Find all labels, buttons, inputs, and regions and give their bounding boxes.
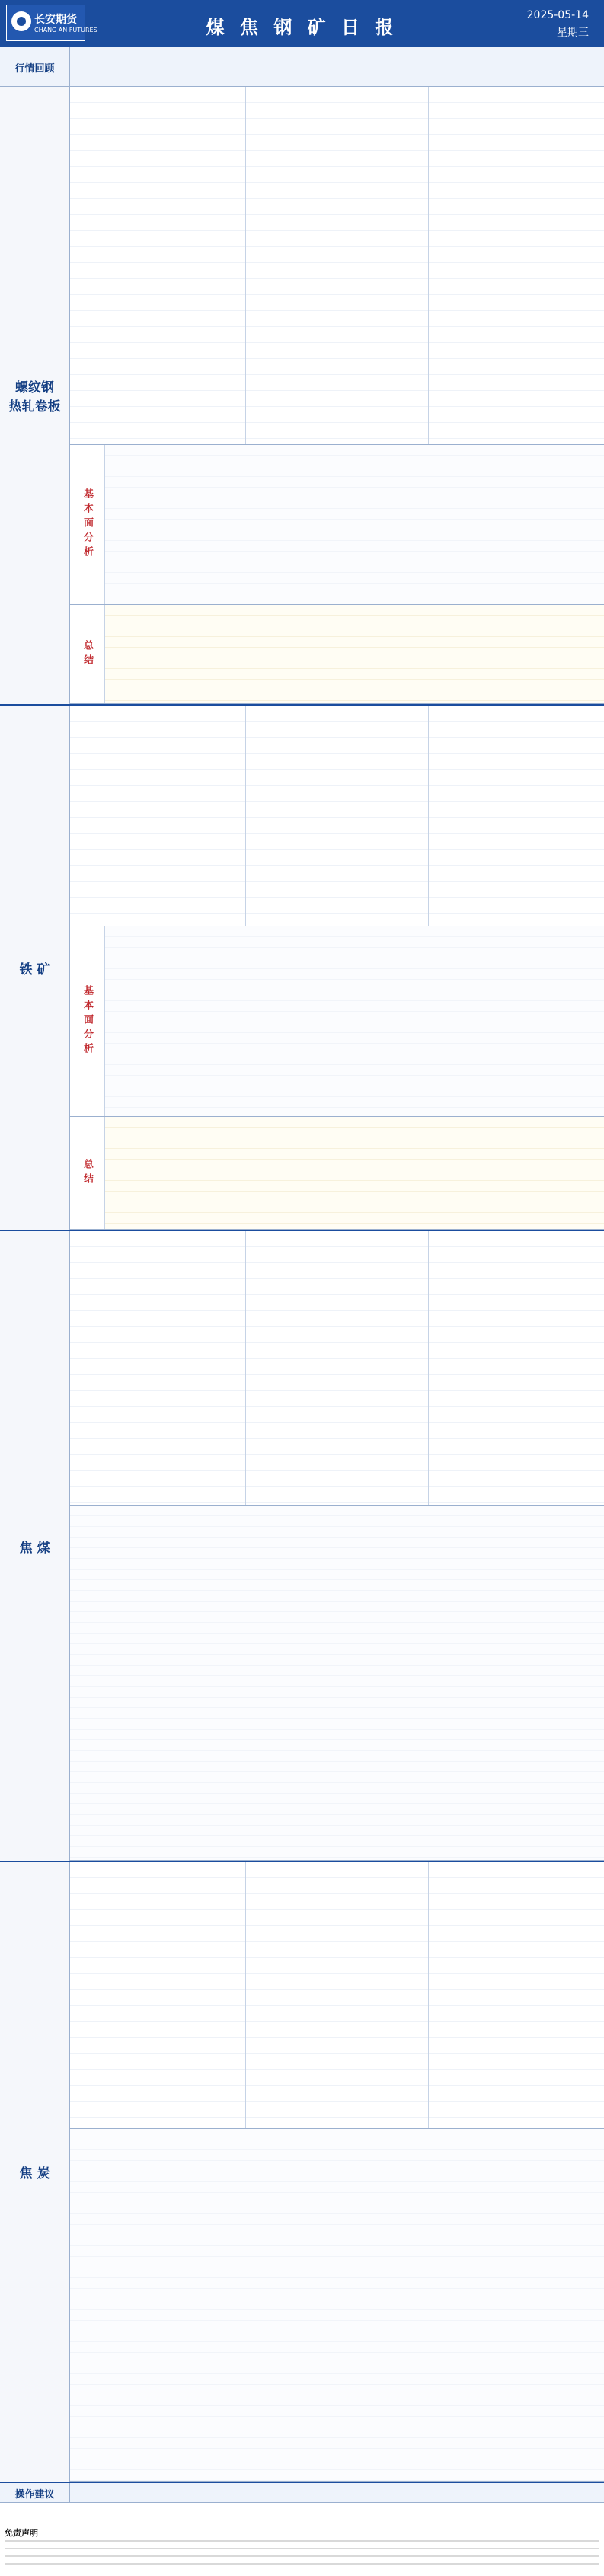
- analysis-coking-coal: [70, 1506, 604, 1861]
- disclaimer-text: [5, 2540, 599, 2571]
- summary-iron-ore: [70, 1117, 604, 1230]
- section-name-rebar-hrc: 螺纹钢 热轧卷板: [0, 87, 70, 704]
- section-name-iron-ore: 铁 矿: [0, 706, 70, 1230]
- indicator-table-coke: [70, 1862, 604, 2129]
- company-name-en: CHANG AN FUTURES: [34, 27, 97, 34]
- fundamental-analysis-iron-ore: [70, 926, 604, 1117]
- market-review-row: [0, 47, 604, 87]
- section-body-iron-ore: [70, 706, 604, 1230]
- company-name-cn: 长安期货: [34, 14, 77, 26]
- section-body-rebar-hrc: [70, 87, 604, 704]
- report-weekday: 星期三: [557, 27, 589, 39]
- operation-advice-label: 操作建议: [0, 2483, 70, 2503]
- disclaimer-title: 免责声明: [5, 2528, 38, 2538]
- market-review-text: [75, 50, 599, 84]
- report-header: [0, 0, 604, 47]
- summary-label: 总结: [70, 1117, 105, 1229]
- report-date: 2025-05-14: [526, 9, 589, 21]
- fundamental-analysis-label: 基本面分析: [70, 926, 105, 1116]
- indicator-table-iron-ore: [70, 706, 604, 926]
- section-rebar-hrc: [0, 87, 604, 706]
- section-name-coke: 焦 炭: [0, 1862, 70, 2482]
- indicator-table-rebar: [70, 87, 604, 445]
- report-title: 煤 焦 钢 矿 日 报: [206, 16, 398, 38]
- summary-rebar: [70, 605, 604, 704]
- fundamental-analysis-label: 基本面分析: [70, 445, 105, 604]
- section-iron-ore: [0, 706, 604, 1231]
- section-coke: [0, 1862, 604, 2483]
- market-review-label: 行情回顾: [0, 47, 70, 87]
- section-name-coking-coal: 焦 煤: [0, 1231, 70, 1861]
- operation-advice-row: [0, 2483, 604, 2503]
- section-body-coke: [70, 1862, 604, 2482]
- fundamental-analysis-rebar: [70, 445, 604, 605]
- section-coking-coal: [0, 1231, 604, 1862]
- section-body-coking-coal: [70, 1231, 604, 1861]
- analysis-coke: [70, 2129, 604, 2482]
- summary-label: 总结: [70, 605, 105, 703]
- indicator-table-coking-coal: [70, 1231, 604, 1506]
